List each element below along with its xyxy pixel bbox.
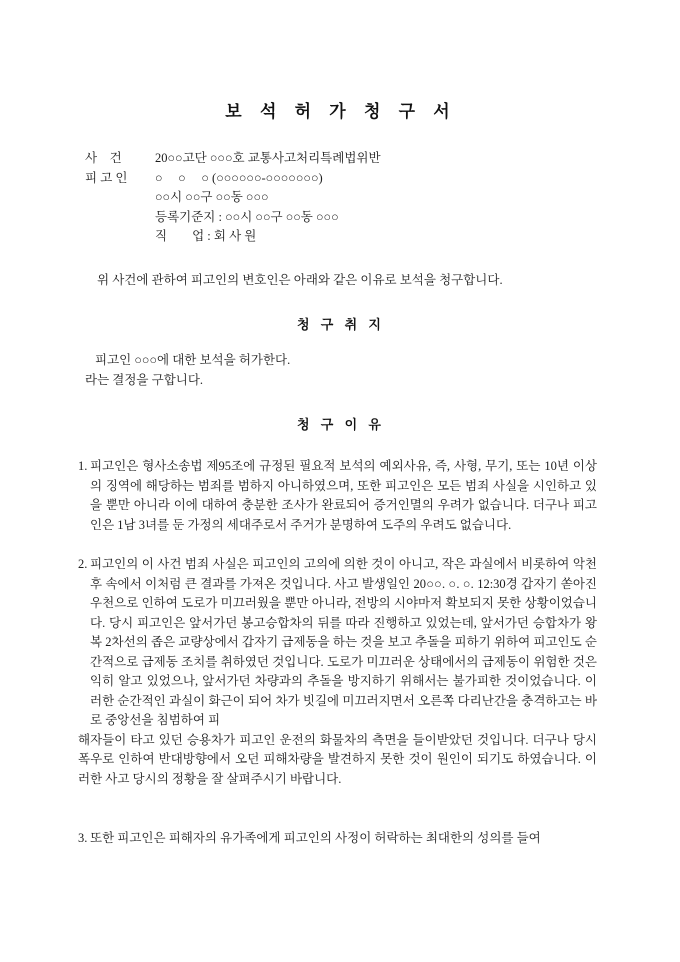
document-title: 보 석 허 가 청 구 서 (225, 102, 457, 121)
reason-number: 2. (78, 557, 88, 571)
reason-number: 3. (78, 831, 88, 845)
case-row-value: ○○시 ○○구 ○○동 ○○○ (155, 190, 269, 204)
reason-item-1 (78, 457, 597, 535)
reason-continuation: 해자들이 타고 있던 승용차가 피고인 운전의 화물차의 측면을 들이받았던 것입니다. 더구나 당시 폭우로 인하여 반대방향에서 오던 피해차량을 발견하지 못한 것이 원인이 되기도 하였습니다. 이러한 사고 당시의 정황을 잘 살펴주시기 바랍니다. (78, 732, 597, 786)
case-info-section (85, 149, 597, 247)
claim-closing-line: 라는 결정을 구합니다. (85, 372, 204, 387)
case-row-label: 피 고 인 (85, 170, 128, 185)
case-row-value: 등록기준지 : ○○시 ○○구 ○○동 ○○○ (155, 209, 339, 224)
case-row-value: 20○○고단 ○○○호 교통사고처리특례법위반 (155, 151, 381, 165)
reasons-section-heading: 청 구 이 유 (297, 417, 385, 432)
intro-paragraph: 위 사건에 관하여 피고인의 변호인은 아래와 같은 이유로 보석을 청구합니다. (97, 272, 503, 287)
case-row-occupation (85, 227, 597, 247)
claim-line: 피고인 ○○○에 대한 보석을 허가한다. (95, 353, 291, 367)
case-row-address (85, 188, 597, 208)
reasons-list (78, 457, 597, 849)
reason-text: 피고인은 형사소송법 제95조에 규정된 필요적 보석의 예외사유, 즉, 사형, 무기, 또는 10년 이상의 징역에 해당하는 범죄를 범하지 아니하였으며, 또한 피고인은 모든 범죄 사실을 시인하고 있을 뿐만 아니라 이에 대하여 충분한 조사가 완료되어 증거인멸의 우려가 없습니다. 더구나 피고인은 1남 3녀를 둔 가정의 세대주로서 주거가 분명하여 도주의 우려도 없습니다. (90, 459, 597, 532)
case-row-defendant (85, 169, 597, 189)
reason-text: 피고인의 이 사건 범죄 사실은 피고인의 고의에 의한 것이 아니고, 작은 과실에서 비롯하여 악천후 속에서 이처럼 큰 결과를 가져온 것입니다. 사고 발생일인 20○○. ○. ○. 12:30경 갑자기 쏟아진 우천으로 인하여 도로가 미끄러웠을 뿐만 아니라, 전방의 시야마저 확보되지 못한 상황이었습니다. 당시 피고인은 앞서가던 봉고승합차의 뒤를 따라 진행하고 있었는데, 앞서가던 승합차가 왕복 2차선의 좁은 교량상에서 갑자기 급제동을 하는 것을 보고 추돌을 피하기 위하여 피고인도 순간적으로 급제동 조치를 취하였던 것입니다. 도로가 미끄러운 상태에서의 급제동이 위험한 것은 익히 알고 있었으나, 앞서가던 차량과의 추돌을 방지하기 위해서는 불가피한 것이었습니다. 이러한 순간적인 과실이 화근이 되어 차가 빗길에 미끄러지면서 오른쪽 다리난간을 충격하고는 바로 중앙선을 침범하여 피 (90, 557, 597, 727)
case-row-value: 직 업 : 회 사 원 (155, 229, 257, 243)
case-row-value: ○ ○ ○ (○○○○○○-○○○○○○○) (155, 170, 323, 185)
case-row-label (85, 188, 155, 208)
case-row-case-number (85, 149, 597, 169)
claim-section-heading: 청 구 취 지 (297, 317, 385, 332)
case-row-label (85, 208, 155, 228)
case-row-registered-domicile (85, 208, 597, 228)
reason-number: 1. (78, 459, 88, 473)
case-row-label: 사 건 (85, 151, 122, 165)
case-row-label (85, 227, 155, 247)
reason-text: 또한 피고인은 피해자의 유가족에게 피고인의 사정이 허락하는 최대한의 성의를 들여 (90, 831, 541, 845)
reason-item-2 (78, 555, 597, 789)
reason-item-3 (78, 829, 597, 849)
